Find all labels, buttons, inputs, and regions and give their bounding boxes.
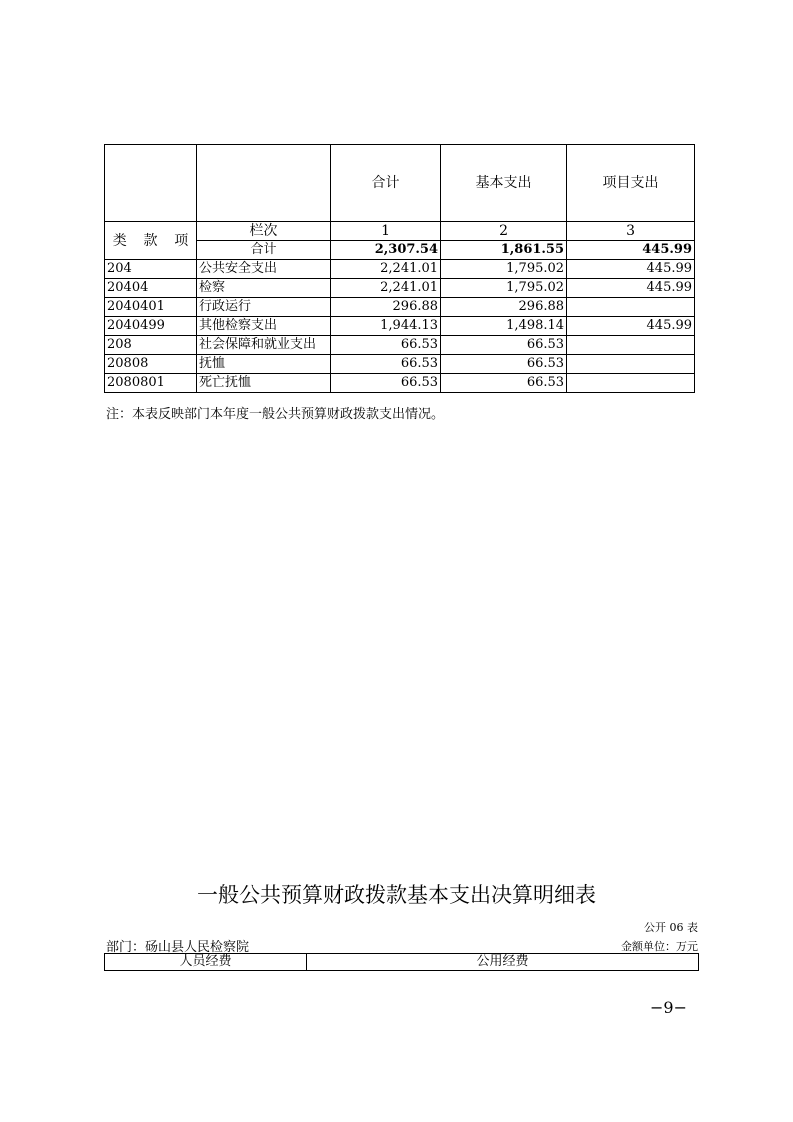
header-blank-name bbox=[197, 145, 331, 222]
row-total: 2,241.01 bbox=[331, 260, 441, 279]
row-name: 公共安全支出 bbox=[197, 260, 331, 279]
row-name: 检察 bbox=[197, 279, 331, 298]
row-name: 行政运行 bbox=[197, 298, 331, 317]
row-total: 2,241.01 bbox=[331, 279, 441, 298]
class-lei: 类 bbox=[105, 222, 135, 260]
form-number: 公开 06 表 bbox=[644, 921, 698, 934]
table-row bbox=[105, 374, 695, 393]
total-label: 合计 bbox=[197, 241, 331, 260]
row-code: 20808 bbox=[105, 355, 197, 374]
header-blank-left bbox=[105, 145, 197, 222]
row-code: 2080801 bbox=[105, 374, 197, 393]
row-code: 2040499 bbox=[105, 317, 197, 336]
table-note: 注：本表反映部门本年度一般公共预算财政拨款支出情况。 bbox=[106, 407, 445, 422]
expenditure-table bbox=[104, 144, 695, 393]
row-name: 死亡抚恤 bbox=[197, 374, 331, 393]
table-row bbox=[105, 279, 695, 298]
row-basic: 296.88 bbox=[441, 298, 567, 317]
column-index-1: 1 bbox=[331, 222, 441, 241]
total-basic: 1,861.55 bbox=[441, 241, 567, 260]
class-xiang: 项 bbox=[167, 222, 197, 260]
column-index-row bbox=[105, 222, 695, 241]
table-row bbox=[105, 260, 695, 279]
table-row bbox=[105, 298, 695, 317]
column-index-label: 栏次 bbox=[197, 222, 331, 241]
table-row bbox=[105, 336, 695, 355]
header-personnel: 人员经费 bbox=[105, 954, 307, 971]
row-total: 296.88 bbox=[331, 298, 441, 317]
row-project bbox=[567, 298, 695, 317]
header-public: 公用经费 bbox=[307, 954, 699, 971]
department-label: 部门：砀山县人民检察院 bbox=[106, 940, 250, 955]
row-name: 社会保障和就业支出 bbox=[197, 336, 331, 355]
row-name: 其他检察支出 bbox=[197, 317, 331, 336]
row-project bbox=[567, 374, 695, 393]
row-basic: 1,498.14 bbox=[441, 317, 567, 336]
section-title: 一般公共预算财政拨款基本支出决算明细表 bbox=[197, 883, 596, 907]
total-total: 2,307.54 bbox=[331, 241, 441, 260]
column-index-2: 2 bbox=[441, 222, 567, 241]
row-total: 66.53 bbox=[331, 355, 441, 374]
row-total: 1,944.13 bbox=[331, 317, 441, 336]
row-project: 445.99 bbox=[567, 317, 695, 336]
row-basic: 66.53 bbox=[441, 374, 567, 393]
header-basic: 基本支出 bbox=[441, 145, 567, 222]
page-number: −9− bbox=[650, 998, 687, 1017]
total-project: 445.99 bbox=[567, 241, 695, 260]
header-row bbox=[105, 145, 695, 222]
class-kuan: 款 bbox=[135, 222, 167, 260]
header-total: 合计 bbox=[331, 145, 441, 222]
row-code: 20404 bbox=[105, 279, 197, 298]
row-code: 208 bbox=[105, 336, 197, 355]
row-code: 2040401 bbox=[105, 298, 197, 317]
row-total: 66.53 bbox=[331, 374, 441, 393]
table-row bbox=[105, 317, 695, 336]
row-code: 204 bbox=[105, 260, 197, 279]
row-project bbox=[567, 355, 695, 374]
row-project bbox=[567, 336, 695, 355]
header-project: 项目支出 bbox=[567, 145, 695, 222]
header-row bbox=[105, 954, 699, 971]
amount-unit: 金额单位：万元 bbox=[621, 940, 698, 953]
row-basic: 66.53 bbox=[441, 355, 567, 374]
table-row bbox=[105, 355, 695, 374]
row-total: 66.53 bbox=[331, 336, 441, 355]
basic-expenditure-table bbox=[104, 953, 699, 971]
row-basic: 66.53 bbox=[441, 336, 567, 355]
column-index-3: 3 bbox=[567, 222, 695, 241]
row-project: 445.99 bbox=[567, 260, 695, 279]
row-basic: 1,795.02 bbox=[441, 260, 567, 279]
row-basic: 1,795.02 bbox=[441, 279, 567, 298]
row-project: 445.99 bbox=[567, 279, 695, 298]
row-name: 抚恤 bbox=[197, 355, 331, 374]
